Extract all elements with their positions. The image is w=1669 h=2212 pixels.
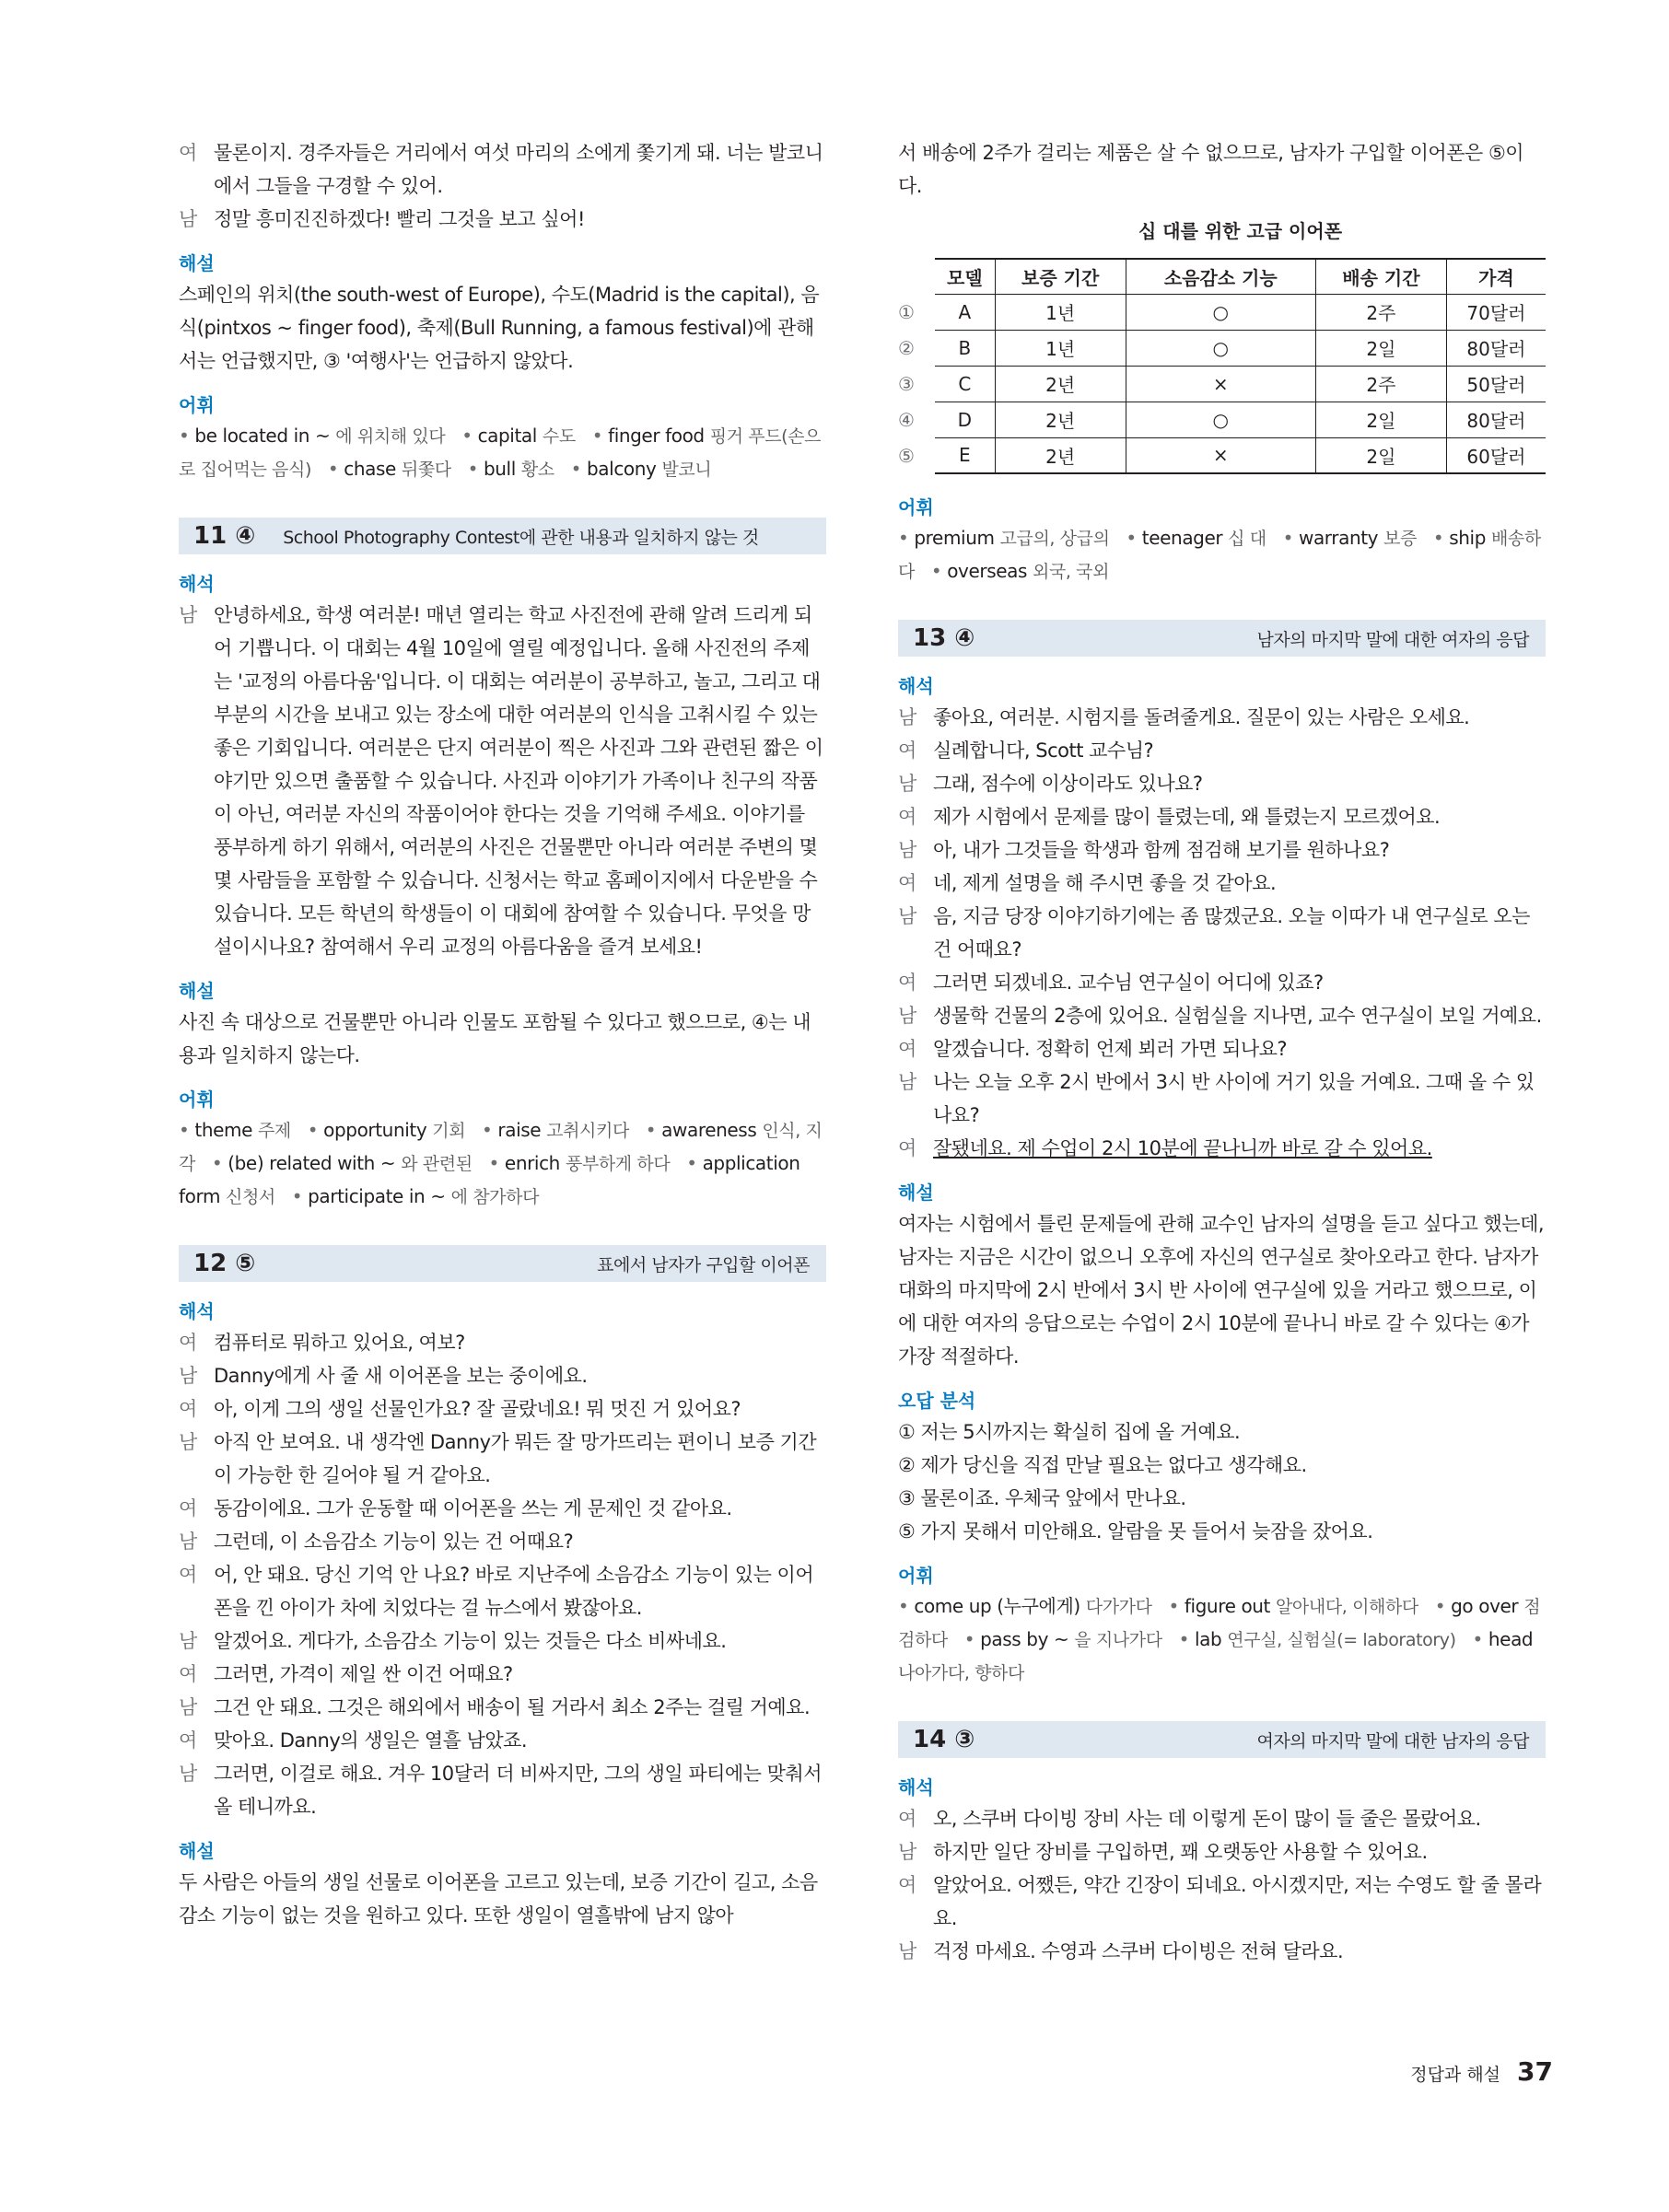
q13-odap-item: ① 저는 5시까지는 확실히 집에 올 거예요. xyxy=(898,1421,1241,1443)
dialogue-line xyxy=(179,1757,826,1823)
q13-vocab-label: 어휘 xyxy=(898,1565,934,1587)
dialogue-line xyxy=(898,1032,1546,1065)
q12-haeseol-label: 해설 xyxy=(179,1840,215,1862)
q13-title: 남자의 마지막 말에 대한 여자의 응답 xyxy=(1256,629,1529,650)
q11-header xyxy=(179,518,826,554)
speaker: 남 xyxy=(898,1005,916,1027)
q13-odap-item: ③ 물론이죠. 우체국 앞에서 만나요. xyxy=(898,1487,1186,1509)
table-header: 모델 xyxy=(935,259,995,294)
dialogue-line xyxy=(179,1426,826,1492)
table-row xyxy=(898,402,1546,437)
dialogue-line xyxy=(179,1658,826,1691)
table-cell: × xyxy=(1126,366,1315,402)
line-text: 맞아요. Danny의 생일은 열흘 남았죠. xyxy=(214,1729,528,1752)
dialogue-line xyxy=(898,999,1546,1032)
line-text: 알겠어요. 게다가, 소음감소 기능이 있는 것들은 다소 비싸네요. xyxy=(214,1630,727,1652)
dialogue-line xyxy=(898,800,1546,833)
speaker: 남 xyxy=(179,1365,197,1387)
q10-haeseol-label: 해설 xyxy=(179,252,215,274)
speaker: 남 xyxy=(179,208,197,230)
line-text: 나는 오늘 오후 2시 반에서 3시 반 사이에 거기 있을 거예요. 그때 올 수 있나요? xyxy=(933,1071,1535,1126)
q12-haeseol-continued: 서 배송에 2주가 걸리는 제품은 살 수 없으므로, 남자가 구입할 이어폰은 ⑤이다. xyxy=(898,142,1524,197)
speaker: 남 xyxy=(898,773,916,795)
table-cell: 1년 xyxy=(995,330,1126,366)
page-number: 37 xyxy=(1517,2056,1553,2087)
line-text: 그러면 되겠네요. 교수님 연구실이 어디에 있죠? xyxy=(933,972,1324,994)
line-text: 실례합니다, Scott 교수님? xyxy=(933,739,1154,762)
table-cell: 60달러 xyxy=(1446,437,1546,473)
table-cell: × xyxy=(1126,437,1315,473)
speaker: 여 xyxy=(898,739,916,762)
line-text: 아, 내가 그것들을 학생과 함께 점검해 보기를 원하나요? xyxy=(933,839,1390,861)
speaker: 남 xyxy=(179,604,197,626)
speaker: 여 xyxy=(179,1398,197,1420)
speaker: 남 xyxy=(179,1531,197,1553)
line-text: 걱정 마세요. 수영과 스쿠버 다이빙은 전혀 달라요. xyxy=(933,1940,1344,1962)
right-column xyxy=(898,136,1546,1968)
table-row xyxy=(898,437,1546,473)
line-text: 잘됐네요. 제 수업이 2시 10분에 끝나니까 바로 갈 수 있어요. xyxy=(933,1137,1432,1159)
speaker: 남 xyxy=(898,905,916,927)
q12-header xyxy=(179,1245,826,1282)
table-cell: ○ xyxy=(1126,294,1315,330)
speaker: 여 xyxy=(898,1038,916,1060)
dialogue-line xyxy=(179,1691,826,1724)
q12-number: 12 ⑤ xyxy=(193,1250,256,1277)
speaker: 남 xyxy=(179,1630,197,1652)
table-row xyxy=(898,366,1546,402)
q14-title: 여자의 마지막 말에 대한 남자의 응답 xyxy=(1256,1730,1529,1752)
table-cell: A xyxy=(935,294,995,330)
q13-odap-label: 오답 분석 xyxy=(898,1390,976,1412)
q13-number: 13 ④ xyxy=(913,624,975,652)
table-cell: D xyxy=(935,402,995,437)
dialogue-line xyxy=(898,1132,1546,1165)
speaker: 여 xyxy=(898,1137,916,1159)
speaker: 남 xyxy=(179,1431,197,1453)
line-text: 하지만 일단 장비를 구입하면, 꽤 오랫동안 사용할 수 있어요. xyxy=(933,1841,1428,1863)
line-text: 동감이에요. 그가 운동할 때 이어폰을 쓰는 게 문제인 것 같아요. xyxy=(214,1497,732,1519)
speaker: 여 xyxy=(898,972,916,994)
table-row xyxy=(898,294,1546,330)
dialogue-line xyxy=(179,599,826,963)
table-cell: 80달러 xyxy=(1446,402,1546,437)
q13-haeseol: 여자는 시험에서 틀린 문제들에 관해 교수인 남자의 설명을 듣고 싶다고 했는데, 남자는 지금은 시간이 없으니 오후에 자신의 연구실로 찾아오라고 한다. 남자가 대화의 마지막에 2시 반에서 3시 반 사이에 연구실에 있을 거라고 했으므로, 이에 대한 여자의 응답으로는 수업이 2시 10분에 끝나니 바로 갈 수 있다는 ④가 가장 적절하다. xyxy=(898,1213,1545,1368)
dialogue-line xyxy=(898,1835,1546,1869)
table-header: 소음감소 기능 xyxy=(1126,259,1315,294)
row-index: ① xyxy=(898,300,915,323)
line-text: 아, 이게 그의 생일 선물인가요? 잘 골랐네요! 뭐 멋진 거 있어요? xyxy=(214,1398,741,1420)
q13-vocab: • come up (누구에게) 다가가다 • figure out 알아내다, 이해하다 • go over 점검하다 • pass by ~ 을 지나가다 • lab 연구실, 실험실(= laboratory) • head 나아가다, 향하다 xyxy=(898,1595,1541,1683)
line-text: 그래, 점수에 이상이라도 있나요? xyxy=(933,773,1203,795)
q13-header xyxy=(898,620,1546,657)
speaker: 남 xyxy=(898,706,916,728)
row-index: ③ xyxy=(898,372,915,395)
speaker: 여 xyxy=(898,872,916,894)
footer-label: 정답과 해설 xyxy=(1410,2065,1501,2085)
dialogue-line xyxy=(898,701,1546,734)
table-cell: 2일 xyxy=(1315,330,1446,366)
earphone-table xyxy=(898,258,1546,474)
speaker: 남 xyxy=(898,1071,916,1093)
q12-haeseol: 두 사람은 아들의 생일 선물로 이어폰을 고르고 있는데, 보증 기간이 길고, 소음감소 기능이 없는 것을 원하고 있다. 또한 생일이 열흘밖에 남지 않아 xyxy=(179,1871,818,1927)
q13-odap-item: ② 제가 당신을 직접 만날 필요는 없다고 생각해요. xyxy=(898,1454,1307,1476)
table-cell: 80달러 xyxy=(1446,330,1546,366)
table-header: 배송 기간 xyxy=(1315,259,1446,294)
q12-title: 표에서 남자가 구입할 이어폰 xyxy=(597,1254,810,1275)
speaker: 남 xyxy=(179,1696,197,1718)
q14-number: 14 ③ xyxy=(913,1726,975,1753)
dialogue-line xyxy=(898,767,1546,800)
dialogue-line xyxy=(179,1558,826,1624)
q11-number: 11 ④ xyxy=(193,522,256,550)
speaker: 남 xyxy=(898,1841,916,1863)
line-text: 그러면, 이걸로 해요. 겨우 10달러 더 비싸지만, 그의 생일 파티에는 맞춰서 올 테니까요. xyxy=(214,1763,823,1818)
table-cell: 2년 xyxy=(995,366,1126,402)
line-text: 컴퓨터로 뭐하고 있어요, 여보? xyxy=(214,1332,465,1354)
speaker: 여 xyxy=(898,1874,916,1896)
dialogue-line xyxy=(898,900,1546,966)
q11-haeseol-label: 해설 xyxy=(179,980,215,1002)
q11-title: School Photography Contest에 관한 내용과 일치하지 않는 것 xyxy=(283,527,759,548)
q12-vocab: • premium 고급의, 상급의 • teenager 십 대 • warranty 보증 • ship 배송하다 • overseas 외국, 국외 xyxy=(898,527,1541,582)
dialogue-line xyxy=(179,1359,826,1392)
line-text: 음, 지금 당장 이야기하기에는 좀 많겠군요. 오늘 이따가 내 연구실로 오는 건 어때요? xyxy=(933,905,1530,960)
dialogue-line xyxy=(898,1935,1546,1968)
q10-vocab-label: 어휘 xyxy=(179,394,215,416)
row-index: ④ xyxy=(898,408,915,431)
line-text: 그런데, 이 소음감소 기능이 있는 건 어때요? xyxy=(214,1531,574,1553)
line-text: 아직 안 보여요. 내 생각엔 Danny가 뭐든 잘 망가뜨리는 편이니 보증 기간이 가능한 한 길어야 될 거 같아요. xyxy=(214,1431,817,1486)
q11-vocab: • theme 주제 • opportunity 기회 • raise 고취시키다 • awareness 인식, 지각 • (be) related with ~ 와 관련된 • enrich 풍부하게 하다 • application form 신청서 • participate in ~ 에 참가하다 xyxy=(179,1119,823,1207)
q10-vocab: • be located in ~ 에 위치해 있다 • capital 수도 • finger food 핑거 푸드(손으로 집어먹는 음식) • chase 뒤쫓다 • bull 황소 • balcony 발코니 xyxy=(179,425,822,480)
line-text: 물론이지. 경주자들은 거리에서 여섯 마리의 소에게 쫓기게 돼. 너는 발코니에서 그들을 구경할 수 있어. xyxy=(214,142,823,197)
line-text: 어, 안 돼요. 당신 기억 안 나요? 바로 지난주에 소음감소 기능이 있는 이어폰을 낀 아이가 차에 치었다는 걸 뉴스에서 봤잖아요. xyxy=(214,1564,814,1619)
q13-haeseok-label: 해석 xyxy=(898,675,934,697)
q13-odap-item: ⑤ 가지 못해서 미안해요. 알람을 못 들어서 늦잠을 잤어요. xyxy=(898,1520,1373,1543)
table-cell: 1년 xyxy=(995,294,1126,330)
speaker: 여 xyxy=(179,1497,197,1519)
left-column xyxy=(179,136,826,1932)
table-cell: 2일 xyxy=(1315,437,1446,473)
dialogue-line xyxy=(179,1724,826,1757)
page-footer xyxy=(1410,2056,1553,2087)
q11-haeseok-label: 해석 xyxy=(179,573,215,595)
line-text: 정말 흥미진진하겠다! 빨리 그것을 보고 싶어! xyxy=(214,208,585,230)
table-cell: ○ xyxy=(1126,330,1315,366)
q14-header xyxy=(898,1721,1546,1758)
dialogue-line xyxy=(898,833,1546,867)
q14-dialogue xyxy=(898,1802,1546,1968)
dialogue-line xyxy=(179,203,826,236)
speaker: 여 xyxy=(179,142,197,164)
dialogue-line xyxy=(179,1492,826,1525)
table-cell: 2주 xyxy=(1315,294,1446,330)
table-cell: 50달러 xyxy=(1446,366,1546,402)
line-text: 네, 제게 설명을 해 주시면 좋을 것 같아요. xyxy=(933,872,1277,894)
q13-dialogue xyxy=(898,701,1546,1165)
q12-haeseok-label: 해석 xyxy=(179,1300,215,1322)
dialogue-line xyxy=(898,1065,1546,1132)
q11-haeseol: 사진 속 대상으로 건물뿐만 아니라 인물도 포함될 수 있다고 했으므로, ④는 내용과 일치하지 않는다. xyxy=(179,1011,811,1066)
speaker: 여 xyxy=(179,1663,197,1685)
table-cell: 2년 xyxy=(995,437,1126,473)
line-text: 그러면, 가격이 제일 싼 이건 어때요? xyxy=(214,1663,513,1685)
dialogue-line xyxy=(179,1525,826,1558)
table-cell: ○ xyxy=(1126,402,1315,437)
line-text: 생물학 건물의 2층에 있어요. 실험실을 지나면, 교수 연구실이 보일 거예요. xyxy=(933,1005,1542,1027)
table-cell: 70달러 xyxy=(1446,294,1546,330)
line-text: Danny에게 사 줄 새 이어폰을 보는 중이에요. xyxy=(214,1365,588,1387)
q13-haeseol-label: 해설 xyxy=(898,1182,934,1204)
table-cell: 2년 xyxy=(995,402,1126,437)
line-text: 안녕하세요, 학생 여러분! 매년 열리는 학교 사진전에 관해 알려 드리게 되어 기쁩니다. 이 대회는 4월 10일에 열릴 예정입니다. 올해 사진전의 주제는 '교정의 아름다움'입니다. 이 대회는 여러분이 공부하고, 놀고, 그리고 대부분의 시간을 보내고 있는 장소에 대한 여러분의 인식을 고취시킬 수 있는 좋은 기회입니다. 여러분은 단지 여러분이 찍은 사진과 그와 관련된 짧은 이야기만 있으면 출품할 수 있습니다. 사진과 이야기가 가족이나 친구의 작품이 아닌, 여러분 자신의 작품이어야 한다는 것을 기억해 주세요. 이야기를 풍부하게 하기 위해서, 여러분의 사진은 건물뿐만 아니라 여러분 주변의 몇몇 사람들을 포함할 수 있습니다. 신청서는 학교 홈페이지에서 다운받을 수 있습니다. 모든 학년의 학생들이 이 대회에 참여할 수 있습니다. 무엇을 망설이시나요? 참여해서 우리 교정의 아름다움을 즐겨 보세요! xyxy=(214,604,823,958)
speaker: 남 xyxy=(898,839,916,861)
row-index: ② xyxy=(898,336,915,359)
q10-haeseol: 스페인의 위치(the south-west of Europe), 수도(Madrid is the capital), 음식(pintxos ~ finger food), 축제(Bull Running, a famous festival)에 관해서는 언급했지만, ③ '여행사'는 언급하지 않았다. xyxy=(179,284,820,372)
speaker: 여 xyxy=(898,1808,916,1830)
speaker: 여 xyxy=(179,1564,197,1586)
line-text: 알겠습니다. 정확히 언제 뵈러 가면 되나요? xyxy=(933,1038,1288,1060)
q12-dialogue xyxy=(179,1326,826,1823)
dialogue-line xyxy=(898,1869,1546,1935)
q14-haeseok-label: 해석 xyxy=(898,1776,934,1799)
table-cell: 2일 xyxy=(1315,402,1446,437)
dialogue-line xyxy=(179,1392,826,1426)
line-text: 오, 스쿠버 다이빙 장비 사는 데 이렇게 돈이 많이 들 줄은 몰랐어요. xyxy=(933,1808,1481,1830)
line-text: 제가 시험에서 문제를 많이 틀렸는데, 왜 틀렸는지 모르겠어요. xyxy=(933,806,1441,828)
dialogue-line xyxy=(179,136,826,203)
speaker: 여 xyxy=(179,1332,197,1354)
line-text: 그건 안 돼요. 그것은 해외에서 배송이 될 거라서 최소 2주는 걸릴 거예요. xyxy=(214,1696,811,1718)
dialogue-line xyxy=(179,1326,826,1359)
dialogue-line xyxy=(179,1624,826,1658)
row-index: ⑤ xyxy=(898,444,915,467)
table-cell: C xyxy=(935,366,995,402)
table-row xyxy=(898,330,1546,366)
q12-vocab-label: 어휘 xyxy=(898,496,934,518)
dialogue-line xyxy=(898,1802,1546,1835)
table-cell: E xyxy=(935,437,995,473)
speaker: 여 xyxy=(179,1729,197,1752)
line-text: 좋아요, 여러분. 시험지를 돌려줄게요. 질문이 있는 사람은 오세요. xyxy=(933,706,1470,728)
dialogue-line xyxy=(898,867,1546,900)
q11-vocab-label: 어휘 xyxy=(179,1089,215,1111)
table-header: 가격 xyxy=(1446,259,1546,294)
dialogue-line xyxy=(898,734,1546,767)
speaker: 남 xyxy=(898,1940,916,1962)
table-header: 보증 기간 xyxy=(995,259,1126,294)
speaker: 남 xyxy=(179,1763,197,1785)
dialogue-line xyxy=(898,966,1546,999)
speaker: 여 xyxy=(898,806,916,828)
line-text: 알았어요. 어쨌든, 약간 긴장이 되네요. 아시겠지만, 저는 수영도 할 줄 몰라요. xyxy=(933,1874,1542,1929)
table-cell: 2주 xyxy=(1315,366,1446,402)
table-title: 십 대를 위한 고급 이어폰 xyxy=(1138,220,1343,242)
table-cell: B xyxy=(935,330,995,366)
